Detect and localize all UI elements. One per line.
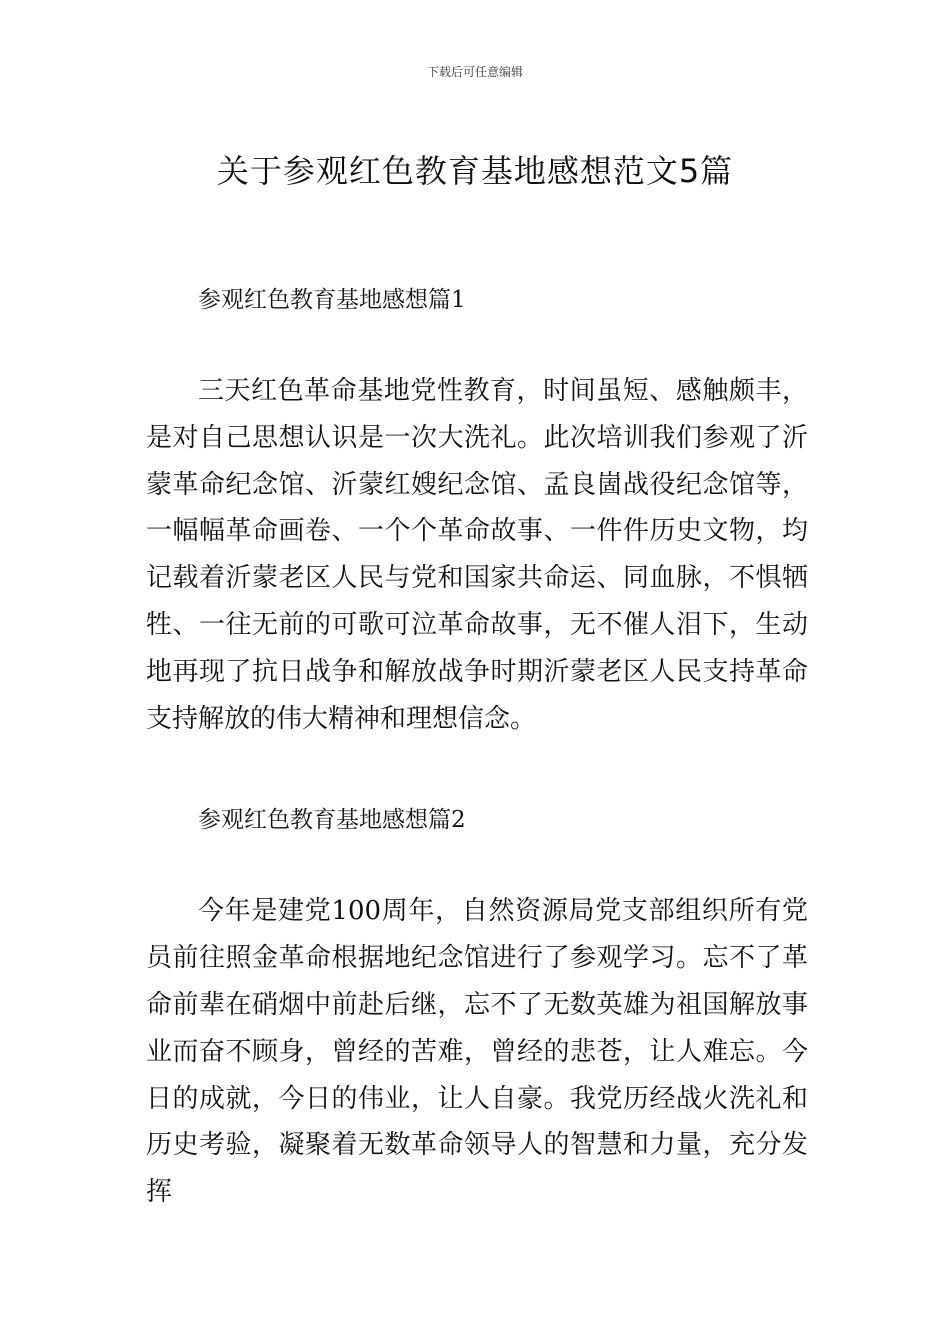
section-paragraph-2: 今年是建党100周年，自然资源局党支部组织所有党员前往照金革命根据地纪念馆进行了参观学习。忘不了革命前辈在硝烟中前赴后继，忘不了无数英雄为祖国解放事业而奋不顾身，曾经的苦难，曾经的悲苍，让人难忘。今日的成就，今日的伟业，让人自豪。我党历经战火洗礼和历史考验，凝聚着无数革命领导人的智慧和力量，充分发挥 <box>146 896 808 1208</box>
document-body <box>146 280 808 1216</box>
spacer <box>146 742 808 800</box>
section-heading-2: 参观红色教育基地感想篇2 <box>198 807 466 834</box>
section-paragraph-1: 三天红色革命基地党性教育，时间虽短、感触颇丰，是对自己思想认识是一次大洗礼。此次培训我们参观了沂蒙革命纪念馆、沂蒙红嫂纪念馆、孟良崮战役纪念馆等，一幅幅革命画卷、一个个革命故事、一件件历史文物，均记载着沂蒙老区人民与党和国家共命运、同血脉，不惧牺牲、一往无前的可歌可泣革命故事，无不催人泪下，生动地再现了抗日战争和解放战争时期沂蒙老区人民支持革命支持解放的伟大精神和理想信念。 <box>146 376 808 734</box>
document-title: 关于参观红色教育基地感想范文5篇 <box>216 152 734 191</box>
section-heading-1: 参观红色教育基地感想篇1 <box>198 287 466 313</box>
header-note: 下载后可任意编辑 <box>426 65 523 79</box>
spacer <box>146 840 808 888</box>
spacer <box>146 320 808 368</box>
